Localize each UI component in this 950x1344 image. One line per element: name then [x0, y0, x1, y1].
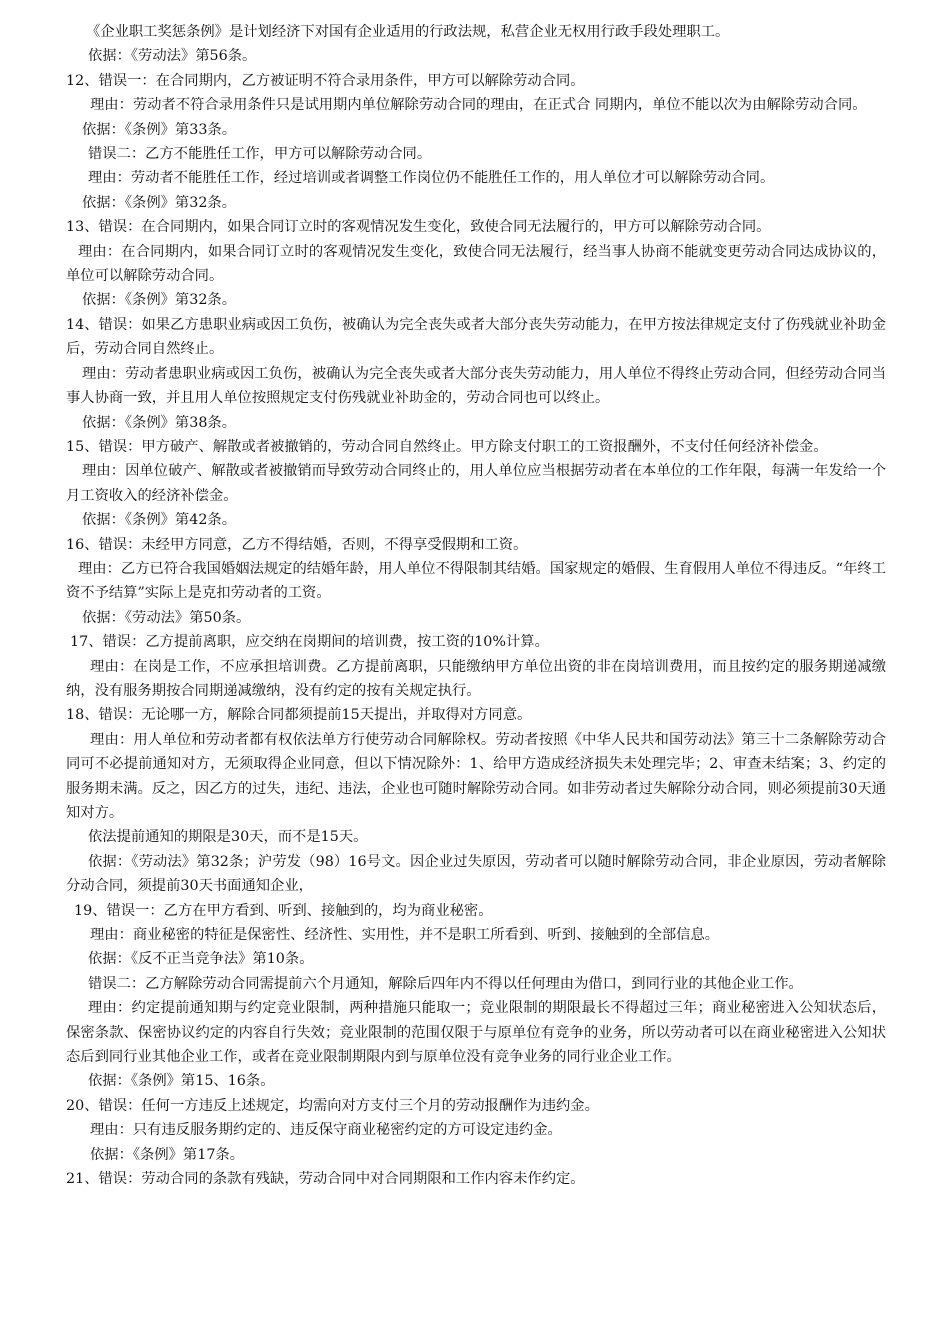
paragraph: 依据：《条例》第15、16条。: [88, 1073, 275, 1090]
paragraph: 依据：《反不正当竞争法》第10条。: [88, 951, 314, 968]
paragraph: 理由：因单位破产、解散或者被撤销而导致劳动合同终止的，用人单位应当根据劳动者在本单位的工作年限，每满一年发给一个月工资收入的经济补偿金。: [66, 463, 886, 504]
paragraph: 依据：《条例》第32条。: [82, 292, 237, 309]
paragraph: 依据：《劳动法》第56条。: [88, 48, 257, 65]
paragraph: 18、错误：无论哪一方，解除合同都须提前15天提出，并取得对方同意。: [66, 707, 532, 724]
paragraph: 理由：劳动者不符合录用条件只是试用期内单位解除劳动合同的理由，在正式合 同期内，单位不能以次为由解除劳动合同。: [90, 97, 867, 114]
paragraph: 15、错误：甲方破产、解散或者被撤销的，劳动合同自然终止。甲方除支付职工的工资报酬外，不支付任何经济补偿金。: [66, 438, 828, 455]
paragraph: 理由：劳动者不能胜任工作，经过培训或者调整工作岗位仍不能胜任工作的，用人单位才可以解除劳动合同。: [88, 170, 775, 187]
paragraph: 依据：《劳动法》第32条；沪劳发（98）16号文。因企业过失原因，劳动者可以随时解除劳动合同，非企业原因，劳动者解除分动合同，须提前30天书面通知企业，: [66, 853, 886, 895]
paragraph: 《企业职工奖惩条例》是计划经济下对国有企业适用的行政法规，私营企业无权用行政手段处理职工。: [86, 24, 730, 40]
document-page: [66, 20, 886, 1192]
paragraph: 14、错误：如果乙方患职业病或因工负伤，被确认为完全丧失或者大部分丧失劳动能力，在甲方按法律规定支付了伤残就业补助金后，劳动合同自然终止。: [66, 316, 886, 358]
paragraph: 依据：《条例》第17条。: [90, 1146, 245, 1163]
paragraph: 21、错误：劳动合同的条款有残缺，劳动合同中对合同期限和工作内容未作约定。: [66, 1171, 585, 1188]
paragraph: 13、错误：在合同期内，如果合同订立时的客观情况发生变化，致使合同无法履行的，甲方可以解除劳动合同。: [66, 219, 771, 236]
paragraph: 依据：《条例》第33条。: [82, 121, 237, 138]
paragraph: 错误二：乙方解除劳动合同需提前六个月通知，解除后四年内不得以任何理由为借口，到同行业的其他企业工作。: [88, 975, 803, 992]
paragraph: 理由：在岗是工作，不应承担培训费。乙方提前离职，只能缴纳甲方单位出资的非在岗培训费用，而且按约定的服务期递减缴纳，没有服务期按合同期递减缴纳，没有约定的按有关规定执行。: [66, 658, 886, 699]
paragraph: 理由：只有违反服务期约定的、违反保守商业秘密约定的方可设定违约金。: [90, 1122, 562, 1139]
paragraph: 依据：《条例》第42条。: [82, 512, 237, 529]
paragraph: 16、错误：未经甲方同意，乙方不得结婚，否则，不得享受假期和工资。: [66, 536, 528, 553]
paragraph: 依据：《条例》第38条。: [82, 414, 237, 431]
paragraph: 理由：乙方已符合我国婚姻法规定的结婚年龄，用人单位不得限制其结婚。国家规定的婚假、生育假用人单位不得违反。“年终工资不予结算”实际上是克扣劳动者的工资。: [66, 560, 886, 602]
paragraph: 理由：约定提前通知期与约定竞业限制，两种措施只能取一；竞业限制的期限最长不得超过三年；商业秘密进入公知状态后，保密条款、保密协议约定的内容自行失效；竞业限制的范围仅限于与原单位有竞争的业务，所以劳动者可以在商业秘密进入公知状态后到同行业其他企业工作，或者在竞业限制期限内到与原单位没有竞争业务的同行业企业工作。: [66, 1000, 886, 1066]
paragraph: 依据：《条例》第32条。: [82, 194, 237, 211]
paragraph: 依法提前通知的期限是30天，而不是15天。: [88, 829, 368, 846]
paragraph: 12、错误一：在合同期内，乙方被证明不符合录用条件，甲方可以解除劳动合同。: [66, 72, 585, 89]
paragraph: 20、错误：任何一方违反上述规定，均需向对方支付三个月的劳动报酬作为违约金。: [66, 1097, 599, 1114]
paragraph: 19、错误一：乙方在甲方看到、听到、接触到的，均为商业秘密。: [74, 902, 493, 919]
paragraph: 依据：《劳动法》第50条。: [82, 609, 251, 626]
paragraph: 理由：劳动者患职业病或因工负伤，被确认为完全丧失或者大部分丧失劳动能力，用人单位不得终止劳动合同，但经劳动合同当事人协商一致，并且用人单位按照规定支付伤残就业补助金的，劳动合同也可以终止。: [66, 365, 886, 407]
paragraph: 理由：用人单位和劳动者都有权依法单方行使劳动合同解除权。劳动者按照《中华人民共和国劳动法》第三十二条解除劳动合同可不必提前通知对方，无须取得企业同意，但以下情况除外：1、给甲方造成经济损失未处理完毕；2、审查未结案；3、约定的服务期未满。反之，因乙方的过失，违纪、违法，企业也可随时解除劳动合同。如非劳动者过失解除分动合同，则必须提前30天通知对方。: [66, 731, 886, 821]
paragraph: 理由：商业秘密的特征是保密性、经济性、实用性，并不是职工所看到、听到、接触到的全部信息。: [90, 927, 720, 944]
paragraph: 17、错误：乙方提前离职，应交纳在岗期间的培训费，按工资的10%计算。: [70, 634, 549, 651]
paragraph: 理由：在合同期内，如果合同订立时的客观情况发生变化，致使合同无法履行，经当事人协商不能就变更劳动合同达成协议的，单位可以解除劳动合同。: [66, 243, 886, 285]
paragraph: 错误二：乙方不能胜任工作，甲方可以解除劳动合同。: [88, 146, 432, 163]
